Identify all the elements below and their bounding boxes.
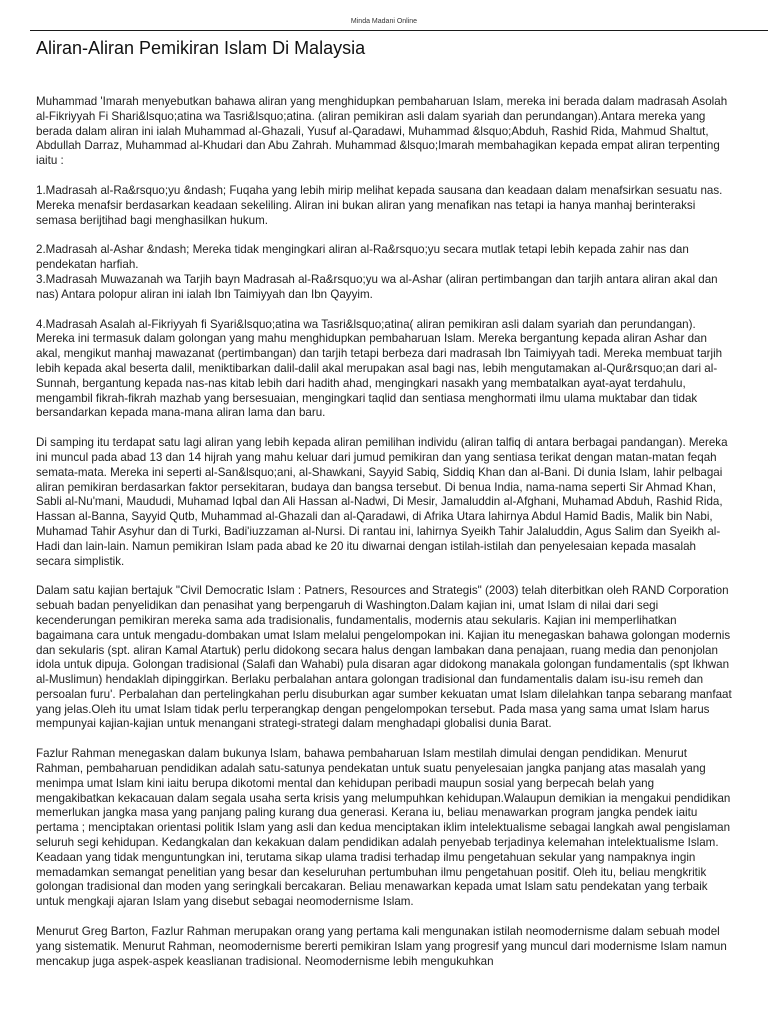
page-title: Aliran-Aliran Pemikiran Islam Di Malaysia	[36, 38, 366, 58]
header-divider	[30, 30, 768, 31]
site-name-header: Minda Madani Online	[350, 18, 418, 25]
paragraph-fazlur-rahman: Fazlur Rahman menegaskan dalam bukunya Islam, bahawa pembaharuan Islam mestilah dimulai dengan pendidikan. Menurut Rahman, pembaharuan pendidikan adalah satu-satunya pendekatan untuk suatu penyelesaian jangka panjang atas masalah yang menimpa umat Islam kini iaitu berupa dikotomi mental dan kehidupan peribadi maupun sosial yang berpecah belah yang mengakibatkan kekacauan dalam segala usaha serta krisis yang melumpuhkan kehidupan.Walaupun demikian ia mengakui pendidikan memerlukan jangka masa yang panjang paling kurang dua generasi. Kerana iu, beliau menawarkan program jangka pendek iaitu pertama ; menciptakan orientasi politik Islam yang asli dan kedua menciptakan iklim intelektualisme sebagai langkah awal pengislaman seluruh segi kehidupan. Kedangkalan dan kekakuan dalam pendidikan adalah penyebab terjadinya kelemahan intelektualisme Islam. Keadaan yang tidak menguntungkan ini, terutama sikap ulama tradisi terhadap ilmu pengetahuan sekular yang nampaknya ingin memadamkan semangat penelitian yang besar dan keseluruhan pertumbuhan ilmu pengetahuan positif. Oleh itu, beliau mengkritik golongan tradisional dan moden yang seringkali bercakaran. Beliau menawarkan kepada umat Islam satu pendekatan yang terbaik untuk mengkaji ajaran Islam yang disebut sebagai neomodernisme Islam.	[36, 747, 731, 909]
paragraph-talfiq: Di samping itu terdapat satu lagi aliran yang lebih kepada aliran pemilihan individu (aliran talfiq di antara berbagai pandangan). Mereka ini muncul pada abad 13 dan 14 hijrah yang mahu keluar dari jumud pemikiran dan yang sentiasa terikat dengan matan-matan feqah semata-mata. Mereka ini seperti al-San&lsquo;ani, al-Shawkani, Sayyid Sabiq, Siddiq Khan dan al-Bani. Di dunia Islam, lahir pelbagai aliran pemikiran berdasarkan faktor persekitaran, budaya dan bangsa tersebut. Di benua India, nama-nama seperti Sir Ahmad Khan, Sabli al-Nu'mani, Maududi, Muhamad Iqbal dan Ali Hassan al-Nadwi, Di Mesir, Jamaluddin al-Afghani, Muhamad Abduh, Rashid Rida, Hassan al-Banna, Sayyid Qutb, Muhammad al-Ghazali dan al-Qaradawi, di Afrika Utara lahirnya Abdul Hamid Badis, Malik bin Nabi, Muhamad Tahir Asyhur dan di Turki, Badi'iuzzaman al-Nursi. Di rantau ini, lahirnya Syeikh Tahir Jalaluddin, Agus Salim dan Syeikh al-Hadi dan lain-lain. Namun pemikiran Islam pada abad ke 20 itu diwarnai dengan istilah-istilah dan penyelesaian kepada masalah secara simplistik.	[36, 436, 728, 568]
paragraph-madrasah-muwazanah: 3.Madrasah Muwazanah wa Tarjih bayn Madrasah al-Ra&rsquo;yu wa al-Ashar (aliran pertimbangan dan tarjih antara aliran akal dan nas) Antara polopur aliran ini ialah Ibn Taimiyyah dan Ibn Qayyim.	[36, 272, 718, 301]
paragraph-rand-study: Dalam satu kajian bertajuk "Civil Democratic Islam : Patners, Resources and Strategis" (2003) telah diterbitkan oleh RAND Corporation sebuah badan penyelidikan dan penasihat yang berpengaruh di Washington.Dalam kajian ini, umat Islam di nilai dari segi kecenderungan pemikiran mereka sama ada tradisionalis, fundamentalis, modernis atau sekularis. Kajian ini memperlihatkan bagaimana cara untuk mengadu-dombakan umat Islam melalui pengelompokan ini. Kajian itu menegaskan bahawa golongan modernis dan sekularis (spt. aliran Kamal Atartuk) perlu didokong secara halus dengan lambakan dana penajaan, ruang media dan penonjolan idola untuk dipuja. Golongan tradisional (Salafi dan Wahabi) pula disaran agar didokong manakala golongan fundamentalis (spt Ikhwan al-Muslimun) hendaklah dipinggirkan. Berlaku perbalahan antara golongan tradisional dan fundamentalis dalam isu-isu remeh dan persoalan furu'. Perbalahan dan pertelingkahan perlu disuburkan agar sumber kekuatan umat Islam dilelahkan tanpa sebarang manfaat yang jelas.Oleh itu umat Islam tidak perlu terperangkap dengan pengelompokan tersebut. Pada masa yang sama umat Islam harus mempunyai kajian-kajian untuk menangani strategi-strategi dalam menghadapi globalisi dunia Barat.	[36, 584, 732, 731]
article-body	[36, 95, 732, 984]
paragraph-greg-barton: Menurut Greg Barton, Fazlur Rahman merupakan orang yang pertama kali mengunakan istilah neomodernisme dalam sebuah model yang sistematik. Menurut Rahman, neomodernisme bererti pemikiran Islam yang progresif yang muncul dari modernisme Islam namun mencakup juga aspek-aspek keaslianan tradisional. Neomodernisme lebih mengukuhkan	[36, 925, 727, 968]
paragraph-madrasah-rayu: 1.Madrasah al-Ra&rsquo;yu &ndash; Fuqaha yang lebih mirip melihat kepada sausana dan keadaan dalam menafsirkan sesuatu nas. Mereka menafsir berdasarkan keadaan sekeliling. Aliran ini bukan aliran yang menafikan nas tetapi ia hanya manhaj berinteraksi semasa berijtihad bagi menghasilkan hukum.	[36, 183, 723, 227]
paragraph-madrasah-ashar: 2.Madrasah al-Ashar &ndash; Mereka tidak mengingkari aliran al-Ra&rsquo;yu secara mutlak tetapi lebih kepada zahir nas dan pendekatan harfiah.	[36, 243, 689, 272]
paragraph-intro: Muhammad 'Imarah menyebutkan bahawa aliran yang menghidupkan pembaharuan Islam, mereka ini berada dalam madrasah Asolah al-Fikriyyah Fi Shari&lsquo;atina wa Tasri&lsquo;atina. (aliran pemikiran asli dalam syariah dan perundangan).Antara mereka yang berada dalam aliran ini ialah Muhammad al-Ghazali, Yusuf al-Qaradawi, Muhammad &lsquo;Abduh, Rashid Rida, Mahmud Shaltut, Abdullah Darraz, Muhammad al-Khudari dan Abu Zahrah. Muhammad &lsquo;Imarah membahagikan kepada empat aliran terpenting iaitu :	[36, 95, 728, 168]
paragraph-madrasah-asalah: 4.Madrasah Asalah al-Fikriyyah fi Syari&lsquo;atina wa Tasri&lsquo;atina( aliran pemikiran asli dalam syariah dan perundangan). Mereka ini termasuk dalam golongan yang mahu menghidupkan pembaharuan Islam. Mereka bergantung kepada aliran Ashar dan akal, mengikut manhaj mawazanat (pertimbangan) dan tarjih tetapi berbeza dari madrasah Ibn Taimiyyah tadi. Mereka membuat tarjih lebih kepada akal beserta dalil, meniktibarkan dalil-dalil akal merupakan asal bagi nas, lebih mengutamakan al-Qur&rsquo;an dari al-Sunnah, bergantung kepada nas-nas kitab lebih dari hadith ahad, mengingkari nasakh yang membatalkan ayat-ayat terdahulu, mengambil fikrah-fikrah mazhab yang bersesuaian, mengingkari taqlid dan sentiasa menghormati ilmu ulama muktabar dan tidak bersandarkan kepada mana-mana aliran lama dan baru.	[36, 317, 723, 420]
